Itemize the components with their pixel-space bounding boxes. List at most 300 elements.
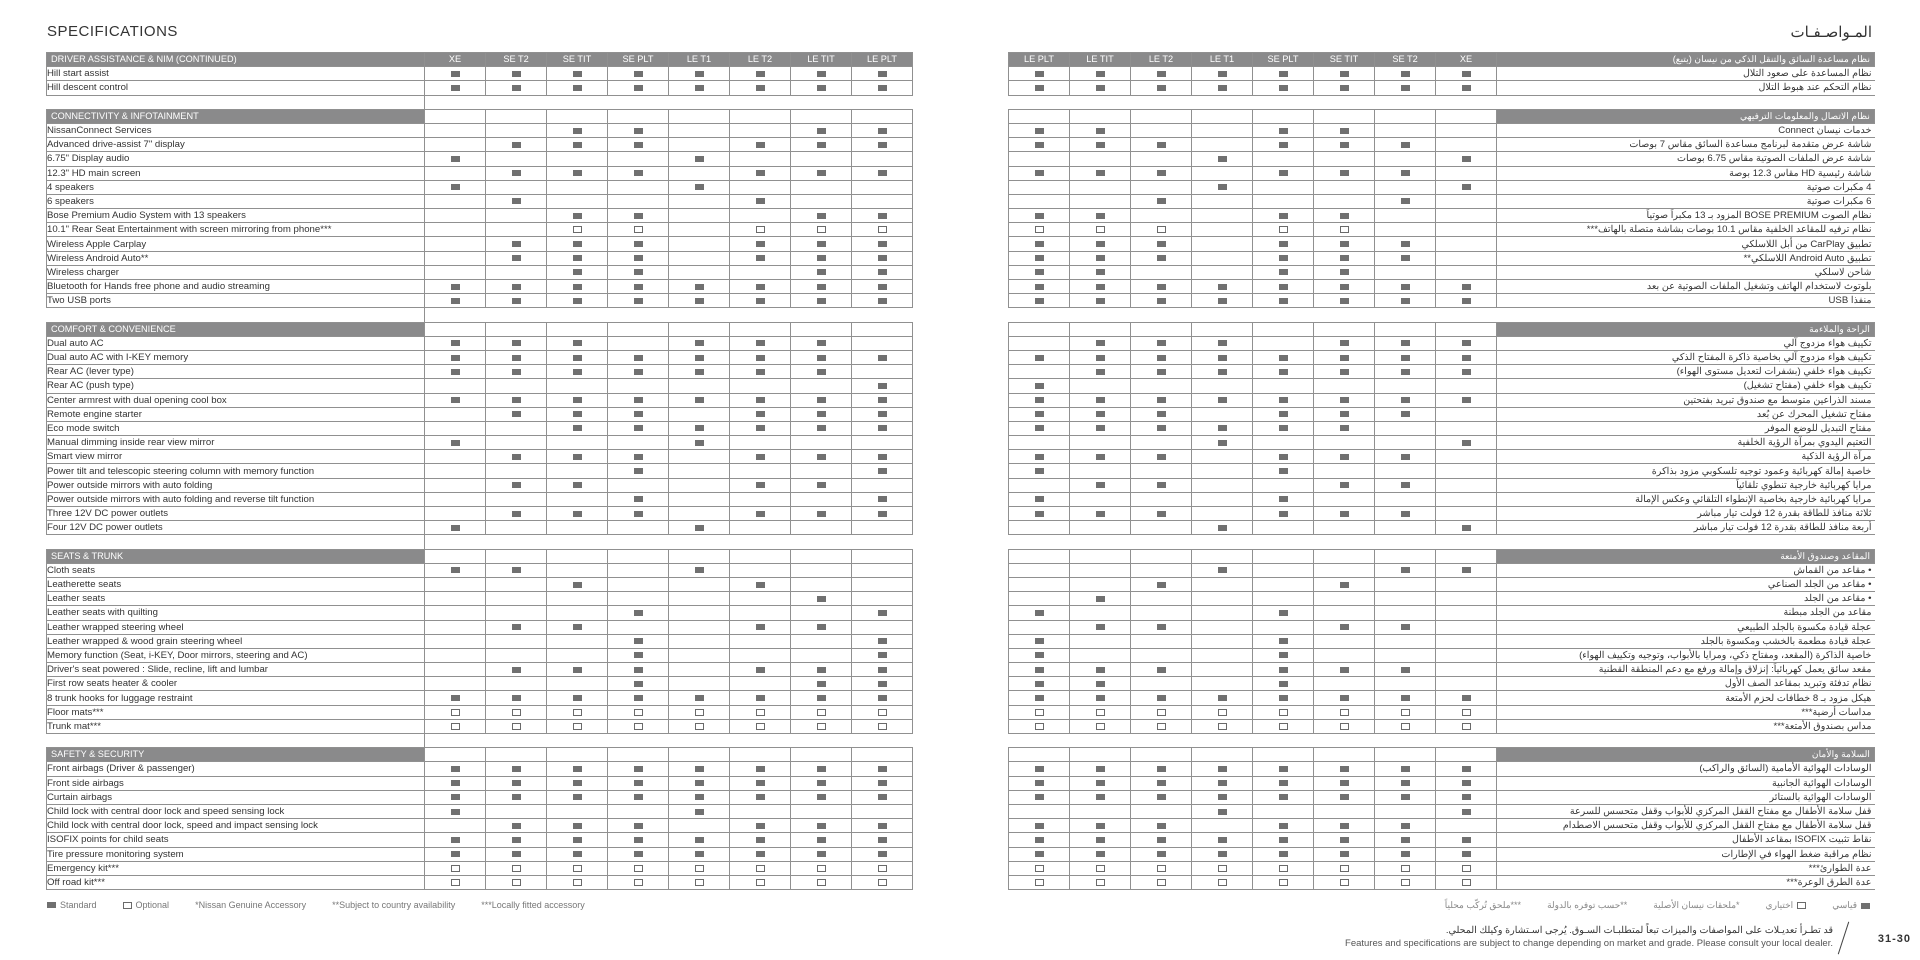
spec-cell [425,393,486,407]
spec-cell [1192,138,1253,152]
standard-mark-icon [634,766,643,772]
spec-cell [1314,507,1375,521]
standard-mark-icon [878,610,887,616]
table-row [1009,648,1875,662]
spec-cell [1009,393,1070,407]
table-row [47,663,913,677]
spec-cell [669,563,730,577]
optional-mark-icon [878,865,887,872]
spec-cell [1131,81,1192,95]
table-row [1009,223,1875,237]
standard-mark-icon [1279,170,1288,176]
table-row [47,478,913,492]
spec-cell [1436,180,1497,194]
spec-cell [669,847,730,861]
spec-cell [1436,861,1497,875]
spec-cell [1375,478,1436,492]
spec-cell [1375,492,1436,506]
standard-mark-icon [756,255,765,261]
spec-cell [791,790,852,804]
spec-cell [1131,336,1192,350]
spec-cell [1436,436,1497,450]
spec-cell [852,166,913,180]
spec-cell [791,393,852,407]
optional-mark-icon [1279,723,1288,730]
spec-cell [608,634,669,648]
optional-mark-icon [573,709,582,716]
spec-cell [608,847,669,861]
standard-mark-icon [1279,142,1288,148]
spec-cell [730,819,791,833]
spec-cell [486,421,547,435]
spec-cell [547,861,608,875]
spec-cell [1009,521,1070,535]
standard-mark-icon [1096,255,1105,261]
standard-mark-icon [756,766,765,772]
feature-label: Power tilt and telescopic steering column with memory function [47,464,425,478]
spec-cell [669,677,730,691]
feature-label: Leather wrapped & wood grain steering wheel [47,634,425,648]
standard-mark-icon [1279,794,1288,800]
spec-cell [425,663,486,677]
spec-cell [1192,209,1253,223]
standard-mark-icon [573,511,582,517]
spec-cell [730,833,791,847]
spec-cell [852,152,913,166]
spec-cell [1436,648,1497,662]
standard-mark-icon [817,454,826,460]
spec-cell [730,705,791,719]
standard-mark-icon [1401,454,1410,460]
spec-cell [730,719,791,733]
spec-cell [669,421,730,435]
spec-cell [1436,450,1497,464]
spec-cell [1131,209,1192,223]
legend-arabic [1445,900,1870,911]
feature-label-arabic: ثلاثة منافذ للطاقة بقدرة 12 فولت تيار مباشر [1497,507,1875,521]
column-header: XE [1436,53,1497,67]
spec-cell [608,251,669,265]
spec-cell [486,804,547,818]
spec-cell [1375,663,1436,677]
spec-cell [669,861,730,875]
standard-mark-icon [1279,468,1288,474]
standard-mark-icon [512,369,521,375]
spec-cell [669,648,730,662]
standard-mark-icon [1035,468,1044,474]
spec-cell [669,223,730,237]
spec-cell [730,421,791,435]
feature-label-arabic: التعتيم اليدوي بمرآة الرؤية الخلفية [1497,436,1875,450]
feature-label: Four 12V DC power outlets [47,521,425,535]
legend-availability-ar: **حسب توفره بالدولة [1547,900,1628,910]
standard-mark-icon [1157,355,1166,361]
standard-mark-icon [1157,511,1166,517]
spec-cell [1436,592,1497,606]
spec-cell [730,81,791,95]
feature-label-arabic: مرآة الرؤية الذكية [1497,450,1875,464]
feature-label: ISOFIX points for child seats [47,833,425,847]
table-row [47,251,913,265]
standard-mark-icon [817,851,826,857]
spec-cell [1070,180,1131,194]
standard-mark-icon [1401,624,1410,630]
standard-mark-icon [1035,425,1044,431]
standard-mark-icon [634,851,643,857]
spec-cell [1253,421,1314,435]
spec-cell [669,350,730,364]
spec-cell [608,138,669,152]
standard-mark-icon [756,142,765,148]
spec-cell [1009,194,1070,208]
spec-cell [1436,365,1497,379]
spec-cell [1253,790,1314,804]
spec-cell [547,875,608,889]
spec-cell [1314,819,1375,833]
spec-cell [1192,407,1253,421]
feature-label: Power outside mirrors with auto folding [47,478,425,492]
spec-cell [669,719,730,733]
spec-cell [669,393,730,407]
spec-cell [1192,379,1253,393]
spec-cell [791,634,852,648]
column-header [852,549,913,563]
standard-mark-icon [1157,582,1166,588]
standard-mark-icon [1279,695,1288,701]
standard-mark-icon [1157,837,1166,843]
table-row [47,464,913,478]
optional-mark-icon [1340,865,1349,872]
page-title-arabic: المـواصـفـات [1790,24,1872,41]
spec-cell [669,634,730,648]
standard-mark-icon [1279,638,1288,644]
standard-mark-icon [1218,440,1227,446]
standard-mark-icon [756,85,765,91]
spec-cell [1253,138,1314,152]
table-row [47,563,913,577]
spec-cell [1192,365,1253,379]
feature-label-arabic: قفل سلامة الأطفال مع مفتاح القفل المركزي للأبواب وقفل متحسس للسرعة [1497,804,1875,818]
spec-cell [1375,691,1436,705]
spec-cell [486,251,547,265]
spec-cell [1009,180,1070,194]
standard-mark-icon [1096,511,1105,517]
spec-cell [1009,237,1070,251]
standard-mark-icon [512,284,521,290]
section-gap [1009,535,1875,549]
optional-mark-icon [1462,709,1471,716]
spec-cell [547,691,608,705]
standard-mark-icon [878,780,887,786]
standard-mark-icon [1340,284,1349,290]
spec-cell [1314,194,1375,208]
spec-cell [1070,492,1131,506]
spec-cell [608,237,669,251]
standard-mark-icon [1157,454,1166,460]
spec-cell [486,436,547,450]
spec-cell [1131,407,1192,421]
spec-cell [730,875,791,889]
feature-label-arabic: نظام تدفئة وتبريد بمقاعد الصف الأول [1497,677,1875,691]
spec-cell [669,180,730,194]
standard-mark-icon [1218,156,1227,162]
table-row [47,804,913,818]
spec-cell [669,492,730,506]
spec-cell [1314,847,1375,861]
spec-cell [791,507,852,521]
standard-mark-icon [573,142,582,148]
spec-cell [1009,81,1070,95]
standard-mark-icon [1096,411,1105,417]
standard-mark-icon [1340,355,1349,361]
table-row [47,677,913,691]
spec-cell [1192,507,1253,521]
spec-cell [1009,634,1070,648]
spec-cell [486,478,547,492]
standard-mark-icon [695,184,704,190]
standard-mark-icon [1218,298,1227,304]
standard-mark-icon [47,902,56,908]
spec-cell [1253,251,1314,265]
standard-mark-icon [1218,340,1227,346]
standard-mark-icon [1401,780,1410,786]
spec-cell [1070,209,1131,223]
optional-mark-icon [1157,709,1166,716]
standard-mark-icon [695,369,704,375]
spec-cell [1131,180,1192,194]
spec-cell [486,577,547,591]
standard-mark-icon [451,780,460,786]
standard-mark-icon [1340,794,1349,800]
standard-mark-icon [451,355,460,361]
table-row [47,123,913,137]
spec-cell [1131,804,1192,818]
spec-cell [1314,592,1375,606]
standard-mark-icon [1157,85,1166,91]
standard-mark-icon [1462,340,1471,346]
table-row [1009,819,1875,833]
column-header [1009,549,1070,563]
table-row [47,606,913,620]
standard-mark-icon [1401,823,1410,829]
spec-cell [608,563,669,577]
column-header: LE T1 [669,53,730,67]
spec-cell [852,592,913,606]
spec-cell [791,833,852,847]
table-row [1009,393,1875,407]
spec-cell [486,563,547,577]
spec-cell [1009,776,1070,790]
standard-mark-icon [817,596,826,602]
standard-mark-icon [1462,794,1471,800]
optional-mark-icon [1797,902,1806,909]
standard-mark-icon [573,284,582,290]
spec-cell [1192,563,1253,577]
standard-mark-icon [1157,397,1166,403]
spec-cell [1436,265,1497,279]
standard-mark-icon [512,454,521,460]
spec-cell [1009,450,1070,464]
optional-mark-icon [634,226,643,233]
feature-label: Child lock with central door lock and speed sensing lock [47,804,425,818]
spec-cell [669,407,730,421]
standard-mark-icon [1218,837,1227,843]
feature-label: Leather seats with quilting [47,606,425,620]
column-header [1253,549,1314,563]
spec-cell [425,407,486,421]
column-header: LE T2 [1131,53,1192,67]
spec-cell [669,875,730,889]
spec-cell [1192,804,1253,818]
spec-cell [547,819,608,833]
spec-cell [1436,507,1497,521]
feature-label: Cloth seats [47,563,425,577]
spec-cell [1070,194,1131,208]
spec-cell [1070,464,1131,478]
spec-cell [1131,677,1192,691]
feature-label-arabic: الوسادات الهوائية الأمامية (السائق والراكب) [1497,762,1875,776]
spec-cell [1192,719,1253,733]
feature-label: Rear AC (push type) [47,379,425,393]
standard-mark-icon [1035,454,1044,460]
spec-cell [852,861,913,875]
spec-cell [486,450,547,464]
standard-mark-icon [878,170,887,176]
spec-cell [791,719,852,733]
spec-cell [1070,861,1131,875]
column-header [730,549,791,563]
feature-label-arabic: • مقاعد من القماش [1497,563,1875,577]
standard-mark-icon [1096,837,1105,843]
spec-cell [425,620,486,634]
column-header [547,748,608,762]
spec-cell [486,833,547,847]
table-row [1009,776,1875,790]
feature-label: 10.1" Rear Seat Entertainment with screen mirroring from phone*** [47,223,425,237]
section-gap [1009,734,1875,748]
spec-cell [669,705,730,719]
standard-mark-icon [1401,340,1410,346]
spec-cell [486,719,547,733]
spec-cell [1253,577,1314,591]
spec-cell [1192,450,1253,464]
table-row [47,507,913,521]
spec-cell [1009,719,1070,733]
standard-mark-icon [573,411,582,417]
spec-cell [1253,209,1314,223]
standard-mark-icon [695,567,704,573]
spec-cell [791,436,852,450]
spec-cell [1131,251,1192,265]
spec-cell [1314,350,1375,364]
column-header [791,748,852,762]
spec-cell [1009,336,1070,350]
spec-cell [730,847,791,861]
section-header-row [47,109,913,123]
column-header [486,109,547,123]
spec-cell [1131,691,1192,705]
table-row [1009,507,1875,521]
optional-mark-icon [634,723,643,730]
standard-mark-icon [573,851,582,857]
section-title-arabic: المقاعد وصندوق الأمتعة [1497,549,1875,563]
section-title: COMFORT & CONVENIENCE [47,322,425,336]
optional-mark-icon [573,879,582,886]
standard-mark-icon [1340,170,1349,176]
standard-mark-icon [817,411,826,417]
spec-cell [1436,833,1497,847]
spec-cell [1009,790,1070,804]
section-gap [1009,308,1875,322]
standard-mark-icon [695,695,704,701]
feature-label-arabic: • مقاعد من الجلد [1497,592,1875,606]
spec-cell [669,592,730,606]
standard-mark-icon [695,780,704,786]
standard-mark-icon [878,383,887,389]
spec-cell [1253,861,1314,875]
table-row [1009,379,1875,393]
spec-cell [1192,336,1253,350]
spec-cell [1131,450,1192,464]
standard-mark-icon [1035,355,1044,361]
standard-mark-icon [1035,766,1044,772]
standard-mark-icon [634,369,643,375]
standard-mark-icon [451,184,460,190]
spec-cell [1009,804,1070,818]
column-header [608,109,669,123]
spec-cell [1314,407,1375,421]
standard-mark-icon [878,85,887,91]
spec-cell [1375,436,1436,450]
spec-cell [486,393,547,407]
spec-cell [1436,138,1497,152]
spec-cell [791,138,852,152]
standard-mark-icon [878,681,887,687]
spec-cell [608,592,669,606]
spec-cell [730,436,791,450]
spec-cell [1314,648,1375,662]
spec-cell [1009,138,1070,152]
spec-cell [608,350,669,364]
standard-mark-icon [1157,198,1166,204]
feature-label-arabic: نظام مراقبة ضغط الهواء في الإطارات [1497,847,1875,861]
spec-cell [669,577,730,591]
spec-cell [1375,393,1436,407]
feature-label: Bose Premium Audio System with 13 speakers [47,209,425,223]
standard-mark-icon [634,454,643,460]
optional-mark-icon [1340,226,1349,233]
spec-cell [1253,294,1314,308]
table-row [47,152,913,166]
table-row [1009,294,1875,308]
spec-cell [1375,705,1436,719]
standard-mark-icon [695,340,704,346]
standard-mark-icon [756,425,765,431]
standard-mark-icon [1035,298,1044,304]
spec-cell [730,223,791,237]
spec-cell [1436,677,1497,691]
standard-mark-icon [878,142,887,148]
standard-mark-icon [1279,284,1288,290]
feature-label-arabic: أربعة منافذ للطاقة بقدرة 12 فولت تيار مباشر [1497,521,1875,535]
standard-mark-icon [634,794,643,800]
spec-cell [1192,776,1253,790]
spec-cell [486,237,547,251]
spec-cell [425,705,486,719]
standard-mark-icon [512,71,521,77]
feature-label: Wireless Apple Carplay [47,237,425,251]
table-row [47,407,913,421]
